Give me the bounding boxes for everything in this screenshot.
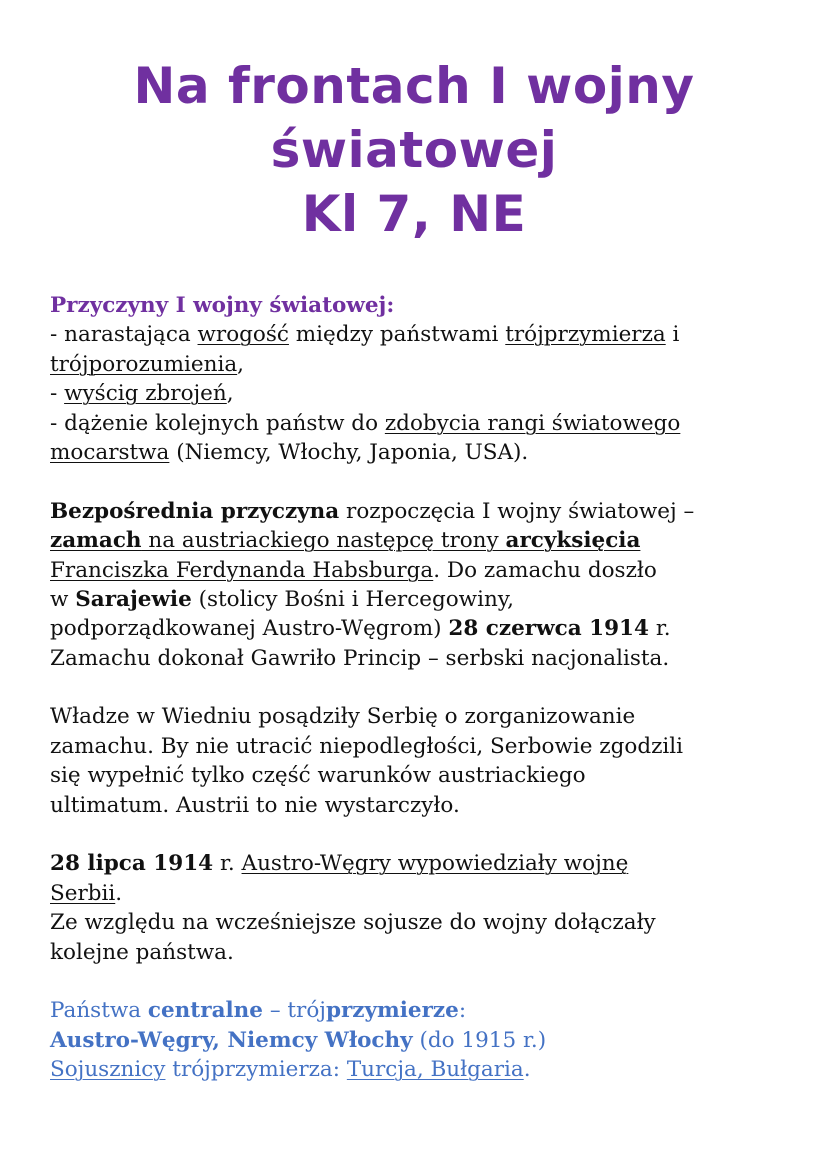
direct-cause-line-6: Zamachu dokonał Gawriło Princip – serbski nacjonalista. <box>50 645 670 671</box>
direct-cause-line-4 <box>50 585 770 614</box>
term-world-power: zdobycia rangi światowego <box>384 410 681 436</box>
text: w <box>50 586 76 612</box>
title-line-3: Kl 7, NE <box>301 185 527 243</box>
text: : <box>458 998 467 1024</box>
title-line-1: Na frontach I wojny <box>133 57 695 115</box>
central-line-3 <box>50 1055 770 1084</box>
underlined-text: Austro-Węgry wypowiedziały wojnę <box>241 851 629 877</box>
cause-item-3 <box>50 409 770 438</box>
title-line-2: światowej <box>270 121 558 179</box>
text: - dążenie kolejnych państw do <box>50 410 385 436</box>
spacer <box>50 467 770 496</box>
term-triple-entente: trójporozumienia <box>50 351 238 377</box>
direct-cause-line-2 <box>50 526 770 555</box>
declaration-line-3: Ze względu na wcześniejsze sojusze do wojny dołączały <box>50 910 656 936</box>
central-line-2 <box>50 1026 770 1055</box>
term-serbia: Serbii <box>50 880 116 906</box>
cause-item-1-cont <box>50 350 770 379</box>
term-triple-alliance: trójprzymierza <box>505 322 666 348</box>
underlined-text: na austriackiego następcę trony <box>141 528 506 554</box>
term-alliance: przymierze <box>325 998 459 1024</box>
term-assassination: zamach <box>50 528 142 554</box>
page-title <box>0 54 828 246</box>
bold-text: Bezpośrednia przyczyna <box>50 498 340 524</box>
term-central: centralne <box>147 998 263 1024</box>
text: i <box>665 322 680 348</box>
direct-cause-line-1 <box>50 497 770 526</box>
term-allies: Sojusznicy <box>50 1057 166 1083</box>
vienna-line-4: ultimatum. Austrii to nie wystarczyło. <box>50 792 460 818</box>
spacer <box>50 967 770 996</box>
term-world-power-cont: mocarstwa <box>50 439 170 465</box>
text: (stolicy Bośni i Hercegowiny, <box>191 586 514 612</box>
vienna-line-2: zamachu. By nie utracić niepodległości, Serbowie zgodzili <box>50 733 684 759</box>
text: trójprzymierza: <box>165 1057 347 1083</box>
cause-item-2 <box>50 379 770 408</box>
vienna-line-3: się wypełnić tylko część warunków austriackiego <box>50 763 586 789</box>
vienna-line-1: Władze w Wiedniu posądziły Serbię o zorganizowanie <box>50 704 636 730</box>
spacer <box>50 673 770 702</box>
text: między państwami <box>288 322 506 348</box>
text: – trój <box>262 998 326 1024</box>
term-arms-race: wyścig zbrojeń <box>64 381 227 407</box>
document-body <box>50 291 770 1085</box>
term-turkey-bulgaria: Turcja, Bułgaria <box>346 1057 524 1083</box>
declaration-line-4: kolejne państwa. <box>50 939 234 965</box>
text: (Niemcy, Włochy, Japonia, USA). <box>169 439 529 465</box>
text: . <box>523 1057 531 1083</box>
term-sarajevo: Sarajewie <box>75 586 192 612</box>
causes-heading: Przyczyny I wojny światowej: <box>50 293 395 318</box>
direct-cause-line-5 <box>50 614 770 643</box>
term-archduke: arcyksięcia <box>505 528 641 554</box>
text: , <box>237 351 245 377</box>
cause-item-3-cont <box>50 438 770 467</box>
text: - <box>50 381 65 407</box>
cause-item-1 <box>50 320 770 349</box>
text: . <box>115 880 123 906</box>
text: (do 1915 r.) <box>412 1027 547 1053</box>
date-assassination: 28 czerwca 1914 <box>448 616 649 642</box>
declaration-line-1 <box>50 849 770 878</box>
central-line-1 <box>50 996 770 1025</box>
term-hostility: wrogość <box>197 322 289 348</box>
text: podporządkowanej Austro-Węgrom) <box>50 616 449 642</box>
date-declaration: 28 lipca 1914 <box>50 851 214 877</box>
text: - narastająca <box>50 322 198 348</box>
text: Państwa <box>50 998 148 1024</box>
spacer <box>50 820 770 849</box>
text: rozpoczęcia I wojny światowej – <box>339 498 695 524</box>
text: , <box>226 381 234 407</box>
text: r. <box>648 616 671 642</box>
member-states: Austro-Węgry, Niemcy Włochy <box>50 1027 413 1053</box>
text: r. <box>213 851 242 877</box>
text: . Do zamachu doszło <box>433 557 657 583</box>
term-franz-ferdinand: Franciszka Ferdynanda Habsburga <box>50 557 434 583</box>
direct-cause-line-3 <box>50 556 770 585</box>
declaration-line-2 <box>50 879 770 908</box>
